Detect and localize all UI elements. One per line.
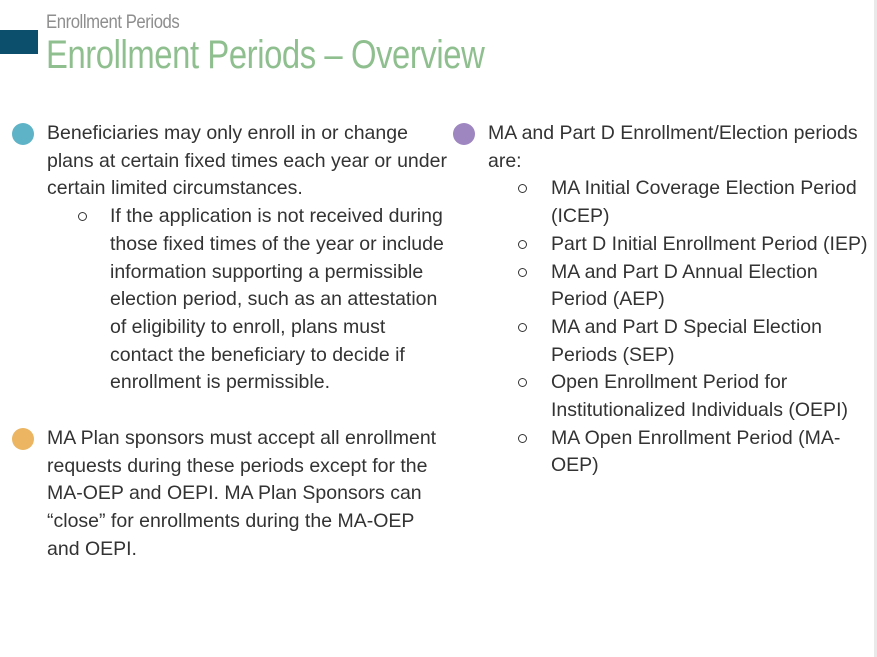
list-item (488, 425, 874, 480)
list-item-text: MA Initial Coverage Election Period (ICEP) (551, 177, 857, 228)
list-item-text: MA and Part D Special Election Periods (SEP) (551, 315, 822, 366)
list-item (488, 369, 874, 424)
circle-bullet-icon (518, 378, 527, 387)
election-period-list (488, 175, 874, 480)
bullet-election-periods (488, 120, 874, 480)
left-column (47, 120, 447, 564)
list-item (488, 175, 874, 230)
bullet-text: MA Plan sponsors must accept all enrollment requests during these periods except for the MA-OEP and OEPI. MA Plan Sponsors can “close” for enrollments during the MA-OEP and OEPI. (47, 427, 437, 560)
sub-bullet-text: If the application is not received during those fixed times of the year or include information supporting a permissible election period, such as an attestation of eligibility to enroll, plans must contact the beneficiary to decide if enrollment is permissible. (110, 205, 444, 394)
circle-bullet-icon (518, 323, 527, 332)
bullet-text: MA and Part D Enrollment/Election periods are: (488, 122, 858, 172)
circle-bullet-icon (518, 240, 527, 249)
purple-bullet-icon (453, 123, 475, 145)
bullet-text: Beneficiaries may only enroll in or change plans at certain fixed times each year or under certain limited circumstances. (47, 122, 447, 200)
list-item-text: Open Enrollment Period for Institutionalized Individuals (OEPI) (551, 371, 848, 422)
right-column (488, 120, 874, 480)
slide-supertitle: Enrollment Periods (46, 12, 180, 33)
orange-bullet-icon (12, 428, 34, 450)
title-accent-bar (0, 30, 38, 54)
sub-list (47, 203, 447, 397)
circle-bullet-icon (518, 184, 527, 193)
sub-bullet (47, 203, 447, 397)
bullet-sponsors-accept (47, 425, 447, 564)
list-item-text: MA Open Enrollment Period (MA-OEP) (551, 426, 841, 477)
bullet-enrollment-times (47, 120, 447, 397)
list-item (488, 231, 874, 259)
slide-title: Enrollment Periods – Overview (46, 33, 485, 77)
list-item-text: MA and Part D Annual Election Period (AEP) (551, 260, 818, 311)
list-item (488, 259, 874, 314)
list-item (488, 314, 874, 369)
teal-bullet-icon (12, 123, 34, 145)
circle-bullet-icon (518, 268, 527, 277)
circle-bullet-icon (518, 434, 527, 443)
circle-bullet-icon (78, 212, 87, 221)
list-item-text: Part D Initial Enrollment Period (IEP) (551, 232, 868, 255)
